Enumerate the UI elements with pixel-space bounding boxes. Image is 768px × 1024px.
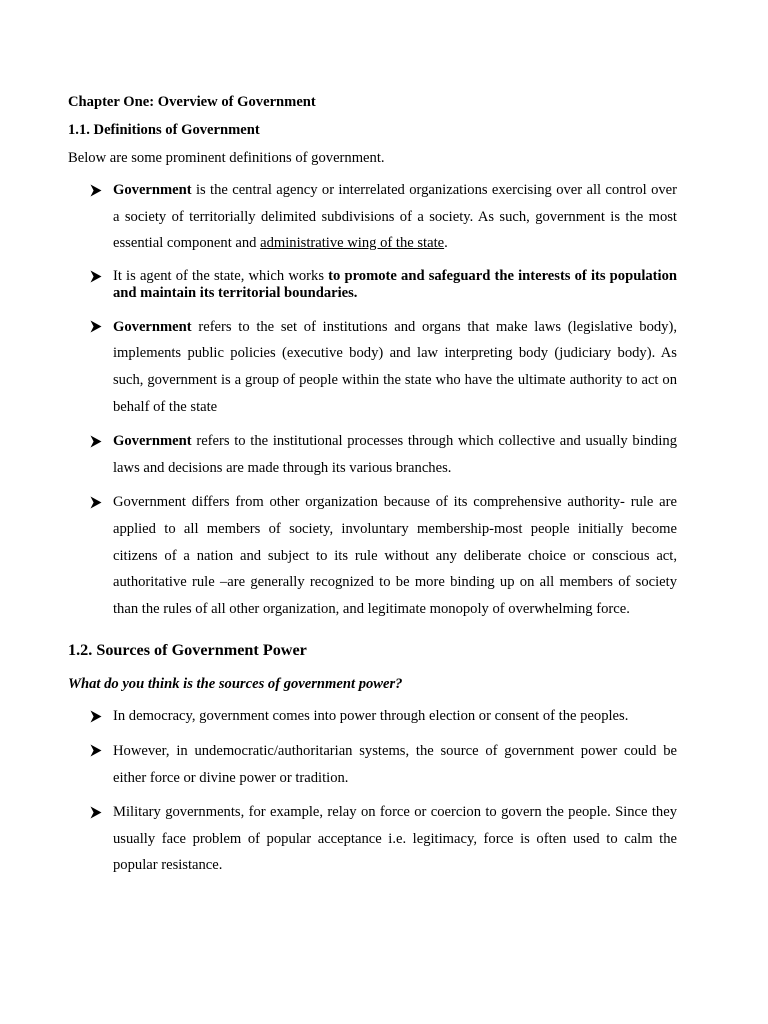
list-item [68, 268, 677, 303]
definitions-list [68, 177, 677, 622]
list-item [68, 799, 677, 879]
definition-text: Government differs from other organization because of its comprehensive authority- rule are applied to all members of society, involuntary membership-most people initially become citizens of a nation and subject to its rule without any deliberate choice or conscious act, authoritative rule –are generally recognized to be more binding up on all members of society than the rules of all other organization, and legitimate monopoly of overwhelming force. [113, 494, 677, 617]
definition-text: is the central agency or interrelated organizations exercising over all control over a society of territorially delimited subdivisions of a society. As such, government is the most essential component and [113, 182, 677, 252]
arrowhead-bullet-icon [90, 799, 104, 825]
section-intro: Below are some prominent definitions of government. [68, 150, 385, 166]
list-item [68, 314, 677, 420]
arrowhead-bullet-icon [90, 738, 104, 764]
definition-term: Government [113, 433, 192, 450]
section-title-definitions: 1.1. Definitions of Government [68, 122, 260, 138]
chapter-title: Chapter One: Overview of Government [68, 94, 316, 110]
definition-term: Government [113, 318, 192, 335]
definition-text: refers to the set of institutions and organs that make laws (legislative body), implements public policies (executive body) and law interpreting body (judiciary body). As such, government is a group of people within the state who have the ultimate authority to act on behalf of the state [113, 318, 677, 415]
arrowhead-bullet-icon [90, 268, 104, 286]
definition-bold-text: to promote and safeguard the interests of its population and maintain its territorial boundaries. [113, 267, 678, 302]
list-item [68, 177, 677, 257]
document-body [68, 92, 677, 879]
section-question: What do you think is the sources of government power? [68, 676, 403, 693]
sources-list [68, 703, 677, 879]
arrowhead-bullet-icon [90, 314, 104, 340]
list-item [68, 703, 677, 730]
definition-tail: . [444, 235, 448, 252]
arrowhead-bullet-icon [90, 177, 104, 203]
arrowhead-bullet-icon [90, 489, 104, 515]
list-item [68, 428, 677, 481]
definition-term: Government [113, 182, 192, 198]
definition-text: It is agent of the state, which works [113, 267, 329, 284]
source-text: Military governments, for example, relay on force or coercion to govern the people. Since they usually face problem of popular acceptance i.e. legitimacy, force is often used to calm the popular resistance. [113, 804, 677, 874]
underlined-phrase: administrative wing of the state [260, 235, 445, 252]
list-item [68, 738, 677, 791]
list-item [68, 489, 677, 622]
source-text: However, in undemocratic/authoritarian systems, the source of government power could be either force or divine power or tradition. [113, 742, 677, 786]
section-title-sources: 1.2. Sources of Government Power [68, 641, 307, 660]
definition-text: refers to the institutional processes through which collective and usually binding laws and decisions are made through its various branches. [113, 433, 677, 476]
arrowhead-bullet-icon [90, 703, 104, 729]
arrowhead-bullet-icon [90, 428, 104, 454]
source-text: In democracy, government comes into power through election or consent of the peoples. [113, 708, 629, 725]
